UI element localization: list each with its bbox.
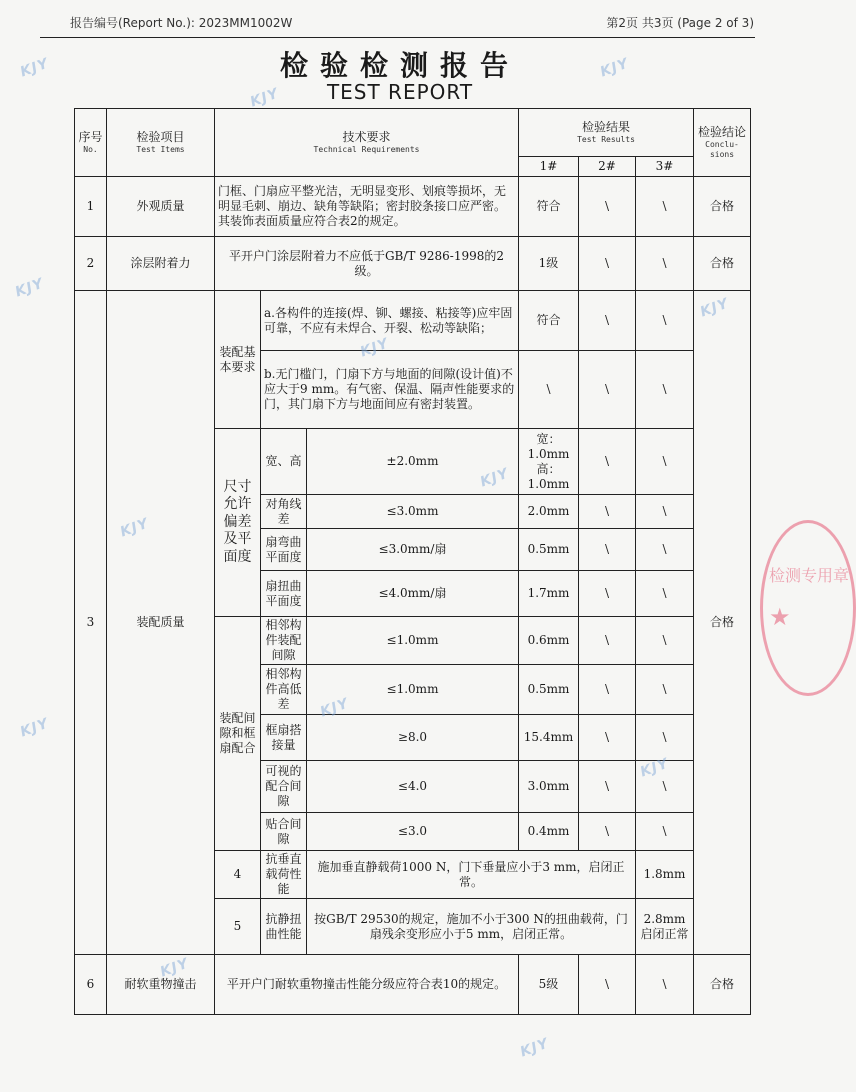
- row-requirement: ≤1.0mm: [307, 617, 519, 665]
- row-requirement: ≤3.0mm: [307, 495, 519, 529]
- result-1: 0.4mm: [519, 813, 579, 851]
- group-label: 尺寸允许偏差及平面度: [215, 429, 261, 617]
- row-item: 涂层附着力: [107, 237, 215, 291]
- result-3: \: [636, 665, 694, 715]
- row-conclusion: 合格: [694, 177, 751, 237]
- row-requirement: ≤1.0mm: [307, 665, 519, 715]
- row-no: 3: [75, 291, 107, 955]
- result-1: 宽：1.0mm 高：1.0mm: [519, 429, 579, 495]
- result-1: 1.8mm: [636, 851, 694, 899]
- table-row: [75, 177, 751, 237]
- col-req-header: 技术要求 Technical Requirements: [215, 109, 519, 177]
- row-requirement: ≤3.0mm/扇: [307, 529, 519, 571]
- col-no-header: 序号 No.: [75, 109, 107, 177]
- report-title-en: TEST REPORT: [326, 80, 474, 104]
- result-1: 0.6mm: [519, 617, 579, 665]
- row-item: 抗垂直载荷性能: [261, 851, 307, 899]
- row-item: 抗静扭曲性能: [261, 899, 307, 955]
- row-conclusion: 合格: [694, 955, 751, 1015]
- result-1: \: [519, 351, 579, 429]
- result-3: \: [636, 813, 694, 851]
- result-2: \: [579, 495, 636, 529]
- result-2: \: [579, 617, 636, 665]
- row-item: 耐软重物撞击: [107, 955, 215, 1015]
- result-3: \: [636, 955, 694, 1015]
- col-item-header: 检验项目 Test Items: [107, 109, 215, 177]
- row-conclusion: 合格: [694, 237, 751, 291]
- sub-item: 相邻构件装配间隙: [261, 617, 307, 665]
- result-1: 2.0mm: [519, 495, 579, 529]
- result-1: 1级: [519, 237, 579, 291]
- result-3: \: [636, 237, 694, 291]
- table-header-row: [75, 109, 751, 157]
- result-2: \: [579, 571, 636, 617]
- row-requirement: 平开户门耐软重物撞击性能分级应符合表10的规定。: [215, 955, 519, 1015]
- result-3: \: [636, 351, 694, 429]
- watermark: KJY: [518, 1035, 552, 1061]
- seal-star-icon: ★: [769, 603, 791, 631]
- row-requirement: ≤4.0: [307, 761, 519, 813]
- watermark: KJY: [18, 715, 52, 741]
- result-1: 符合: [519, 177, 579, 237]
- row-requirement: 平开户门涂层附着力不应低于GB/T 9286-1998的2级。: [215, 237, 519, 291]
- result-2: \: [579, 761, 636, 813]
- result-2: \: [579, 177, 636, 237]
- row-no: 2: [75, 237, 107, 291]
- sample-2-header: 2#: [579, 157, 636, 177]
- watermark: KJY: [18, 55, 52, 81]
- row-requirement: 门框、门扇应平整光洁，无明显变形、划痕等损坏，无明显毛刺、崩边、缺角等缺陷；密封胶条接口应严密。其装饰表面质量应符合表2的规定。: [215, 177, 519, 237]
- watermark: KJY: [158, 955, 192, 981]
- sub-item: 框扇搭接量: [261, 715, 307, 761]
- row-requirement: a.各构件的连接(焊、铆、螺接、粘接等)应牢固可靠，不应有未焊合、开裂、松动等缺陷；: [261, 291, 519, 351]
- sub-item: 贴合间隙: [261, 813, 307, 851]
- watermark: KJY: [318, 695, 352, 721]
- table-row: [75, 291, 751, 351]
- report-title-cn: 检验检测报告: [279, 49, 520, 82]
- sample-1-header: 1#: [519, 157, 579, 177]
- sample-3-header: 3#: [636, 157, 694, 177]
- group-label: 装配间隙和框扇配合: [215, 617, 261, 851]
- result-1: 0.5mm: [519, 665, 579, 715]
- result-1: 15.4mm: [519, 715, 579, 761]
- row-requirement: b.无门槛门，门扇下方与地面的间隙(设计值)不应大于9 mm。有气密、保温、隔声性能要求的门，其门扇下方与地面间应有密封装置。: [261, 351, 519, 429]
- report-number: 报告编号(Report No.): 2023MM1002W: [70, 16, 293, 30]
- result-2: \: [579, 429, 636, 495]
- result-1: 1.7mm: [519, 571, 579, 617]
- test-report-table: [74, 108, 751, 1015]
- result-2: \: [579, 291, 636, 351]
- col-conclusion-header: 检验结论 Conclu-sions: [694, 109, 751, 177]
- result-1: 2.8mm 启闭正常: [636, 899, 694, 955]
- col-result-header: 检验结果 Test Results: [519, 109, 694, 157]
- group-label: 装配基本要求: [215, 291, 261, 429]
- watermark: KJY: [358, 335, 392, 361]
- result-2: \: [579, 665, 636, 715]
- watermark: KJY: [13, 275, 47, 301]
- result-1: 符合: [519, 291, 579, 351]
- row-no: 6: [75, 955, 107, 1015]
- result-3: \: [636, 177, 694, 237]
- result-2: \: [579, 351, 636, 429]
- row-requirement: ≥8.0: [307, 715, 519, 761]
- result-2: \: [579, 813, 636, 851]
- red-seal-stamp: [760, 520, 856, 696]
- row-no: 4: [215, 851, 261, 899]
- result-3: \: [636, 291, 694, 351]
- result-2: \: [579, 955, 636, 1015]
- row-no: 5: [215, 899, 261, 955]
- row-requirement: ≤4.0mm/扇: [307, 571, 519, 617]
- result-3: \: [636, 761, 694, 813]
- header-divider: [40, 37, 755, 38]
- table-row: [75, 237, 751, 291]
- sub-item: 可视的配合间隙: [261, 761, 307, 813]
- sub-item: 对角线差: [261, 495, 307, 529]
- result-2: \: [579, 237, 636, 291]
- watermark: KJY: [698, 295, 732, 321]
- watermark: KJY: [248, 85, 282, 111]
- row-requirement: 施加垂直静载荷1000 N，门下垂量应小于3 mm，启闭正常。: [307, 851, 636, 899]
- result-3: \: [636, 429, 694, 495]
- result-2: \: [579, 529, 636, 571]
- row-requirement: 按GB/T 29530的规定，施加不小于300 N的扭曲载荷，门扇残余变形应小于5 mm，启闭正常。: [307, 899, 636, 955]
- watermark: KJY: [598, 55, 632, 81]
- page-indicator: 第2页 共3页 (Page 2 of 3): [606, 16, 754, 30]
- row-requirement: ≤3.0: [307, 813, 519, 851]
- sub-item: 扇扭曲平面度: [261, 571, 307, 617]
- row-requirement: ±2.0mm: [307, 429, 519, 495]
- result-3: \: [636, 529, 694, 571]
- result-2: \: [579, 715, 636, 761]
- sub-item: 相邻构件高低差: [261, 665, 307, 715]
- row-item: 外观质量: [107, 177, 215, 237]
- result-1: 3.0mm: [519, 761, 579, 813]
- sub-item: 宽、高: [261, 429, 307, 495]
- watermark: KJY: [478, 465, 512, 491]
- row-item: 装配质量: [107, 291, 215, 955]
- result-3: \: [636, 617, 694, 665]
- result-3: \: [636, 571, 694, 617]
- watermark: KJY: [118, 515, 152, 541]
- result-3: \: [636, 715, 694, 761]
- watermark: KJY: [638, 755, 672, 781]
- result-1: 5级: [519, 955, 579, 1015]
- row-no: 1: [75, 177, 107, 237]
- sub-item: 扇弯曲平面度: [261, 529, 307, 571]
- result-1: 0.5mm: [519, 529, 579, 571]
- seal-text: 检测专用章: [769, 566, 850, 585]
- result-3: \: [636, 495, 694, 529]
- row-conclusion: 合格: [694, 291, 751, 955]
